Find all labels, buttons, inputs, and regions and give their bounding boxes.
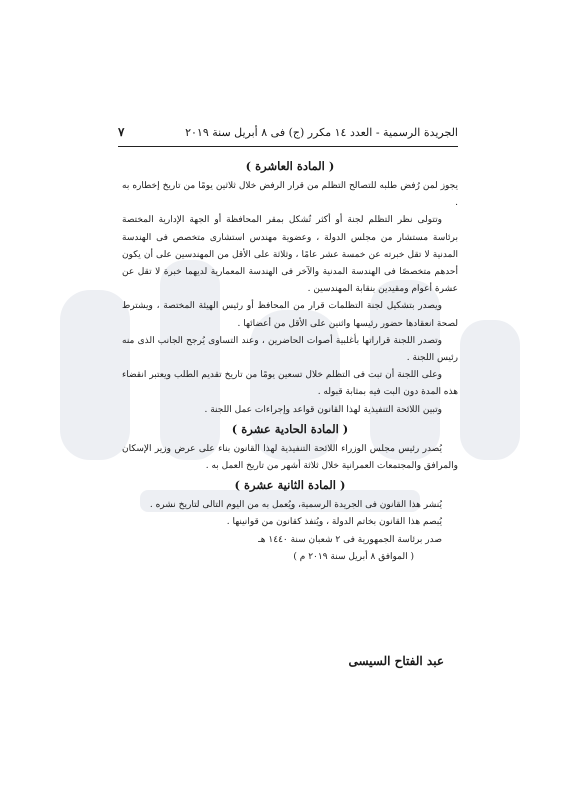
- article-12-title: ( المادة الثانية عشرة ): [234, 478, 346, 493]
- article-10-paragraph: وتتولى نظر التظلم لجنة أو أكثر تُشكل بمقر المحافظة أو الجهة الإدارية المختصة برئاسة مستشار من مجلس الدولة ، وعضوية مهندس استشارى متخصص فى الهندسة المدنية لا تقل خبرته عن خمسة عشر عامًا ، وثلاثة على الأقل من المهندسين على أن يكون أحدهم متخصصًا فى الهندسة المدنية والآخر فى الهندسة المعمارية لديهما خبرة لا تقل عن عشرة أعوام ومقيدين بنقابة المهندسين .: [122, 215, 458, 295]
- article-10-paragraph: ويصدر بتشكيل لجنة التظلمات قرار من المحافظ أو رئيس الهيئة المختصة ، ويشترط لصحة انعقادها حضور رئيسها واثنين على الأقل من أعضائها .: [122, 301, 458, 329]
- article-11-paragraph: يُصدر رئيس مجلس الوزراء اللائحة التنفيذية لهذا القانون بناء على عرض وزير الإسكان والمرافق والمجتمعات العمرانية خلال ثلاثة أشهر من تاريخ العمل به .: [122, 443, 458, 472]
- article-10-paragraph: وتصدر اللجنة قراراتها بأغلبية أصوات الحاضرين ، وعند التساوى يُرجح الجانب الذى منه رئيس اللجنة .: [122, 335, 458, 364]
- article-10-paragraph: وعلى اللجنة أن تبت فى التظلم خلال تسعين يومًا من تاريخ تقديم الطلب ويعتبر انقضاء هذه المدة دون البت فيه بمثابة قبوله .: [122, 370, 458, 398]
- header-title: الجريدة الرسمية - العدد ١٤ مكرر (ج) فى ٨ أبريل سنة ٢٠١٩: [185, 125, 458, 139]
- article-10-title: ( المادة العاشرة ): [245, 159, 335, 173]
- page-header: [118, 121, 458, 147]
- gregorian-date: ( الموافق ٨ أبريل سنة ٢٠١٩ م ): [293, 551, 414, 562]
- signature-name: عبد الفتاح السيسى: [348, 654, 444, 668]
- issue-date: صدر برئاسة الجمهورية فى ٢ شعبان سنة ١٤٤٠ هـ: [258, 534, 442, 545]
- article-10-paragraph: يجوز لمن رُفض طلبه للتصالح التظلم من قرار الرفض خلال ثلاثين يومًا من تاريخ إخطاره به .: [122, 181, 458, 209]
- article-12-paragraph: يُنشر هذا القانون فى الجريدة الرسمية، ويُعمل به من اليوم التالى لتاريخ نشره .: [149, 500, 442, 511]
- article-11-title: ( المادة الحادية عشرة ): [231, 421, 349, 436]
- page-number: ٧: [118, 125, 125, 139]
- document-body: [122, 156, 458, 566]
- article-12-paragraph: يُبصم هذا القانون بخاتم الدولة ، ويُنفذ كقانون من قوانينها .: [226, 517, 442, 528]
- article-10-paragraph: وتبين اللائحة التنفيذية لهذا القانون قواعد وإجراءات عمل اللجنة .: [204, 404, 442, 415]
